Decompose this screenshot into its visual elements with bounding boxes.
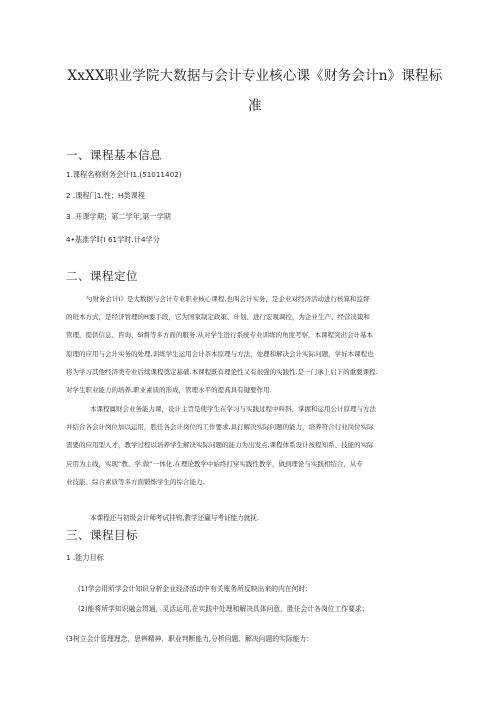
basic-info-item-1: 1.课程名称财务会计I1.(51011402): [66, 170, 182, 179]
basic-info-item-2: 2 .课程门1.性；H类课程: [66, 191, 145, 200]
paragraph-line: 的班本方式，是经济管理的H要手段，它为国家制定政策、计划、进行宏观调控，为企业生产、经营决策和: [66, 313, 370, 322]
section-heading-basic-info: 一、课程基本信息: [66, 148, 162, 162]
document-title-line-2: 准: [248, 98, 262, 114]
paragraph-line: 业技能、综合素质等多方面锻炼学生的综合能力。: [66, 477, 209, 486]
paragraph-line: 对学生职业能力的培养,职业素质的形成，管理水平的提髙具有键要作用.: [66, 386, 272, 395]
paragraph-line: 勺财务会计I》是大数据与会计专业职业核心课程,也叫会计实务，是企业对经济活动进行核算和监督: [86, 295, 370, 303]
paragraph-line: 管理，提供信息、咨询、Si督等多方面的服务.从对学生进行系统专业训练的角度考察，本课程突出会计基本: [66, 331, 373, 340]
paragraph-line: 需要的应用型人才，教学过程以培养学生解决实际问题的能力为出发点,课程体系设计按程知系、技能的实际: [66, 441, 374, 450]
objectives-item-1: 1 .能力目标: [66, 553, 104, 562]
objective-sub-3: (3树立会计管理理念，思辨精神、职业判断能力,分析问题、解决问题的实际能力：: [66, 635, 314, 643]
document-title-line-1: XxXX职业学院大数据与会计专业核心课《财务会计n》课程标: [67, 68, 443, 84]
positioning-paragraph-1: [66, 290, 438, 399]
basic-info-item-4: 4•基准学时I 61学时.计4学分: [66, 235, 160, 244]
basic-info-item-3: 3 .开课学期；第二学年,第一学期: [66, 212, 171, 221]
paragraph-line: 原理的应用与会计实务的处理,训练学生运用会计茶本原理与方法，处理和解决会计实际问题，学好本课程也: [66, 349, 374, 358]
paragraph-line: 本课程属财会业务能力课，设计主旨是使学生在学习与实践过程中叫斜，掌握和运用公计原理与方法: [90, 405, 376, 413]
objective-sub-2: (2)能将所学知识融会贯通，灵活运用,在实践中处理和解决具体问意，胜任会计各岗位工作要求；: [78, 605, 369, 613]
positioning-paragraph-3: 本课程还与初级会计师考试挂钩,教学还赢与考证能力就抚.: [90, 514, 260, 522]
positioning-paragraph-2: [66, 400, 438, 491]
section-heading-positioning: 二、课程定位: [66, 269, 138, 283]
section-heading-objectives: 三、课程目标: [66, 528, 138, 542]
paragraph-line: 将为学习其他经济类专业后续课程奠定基础.本课程既有理论性又有很强的实践性.是一门承上启下的重要课程.: [66, 367, 378, 376]
objective-sub-1: (1)学会用所学会计知识分析企业经济活动中有关账务所反映出来的内在何时：: [78, 585, 312, 593]
paragraph-line: 应用为主线，实现“教、学.做”一体化,在理论教学中始终打穿实践性教学，做到理论与实践相结合，从专: [66, 459, 363, 468]
paragraph-line: 并结合各会计岗位加以运用，胜任各会计岗位的工作要求,具行解决实际问题的能力，培养符合行业岗位实际: [66, 423, 374, 432]
